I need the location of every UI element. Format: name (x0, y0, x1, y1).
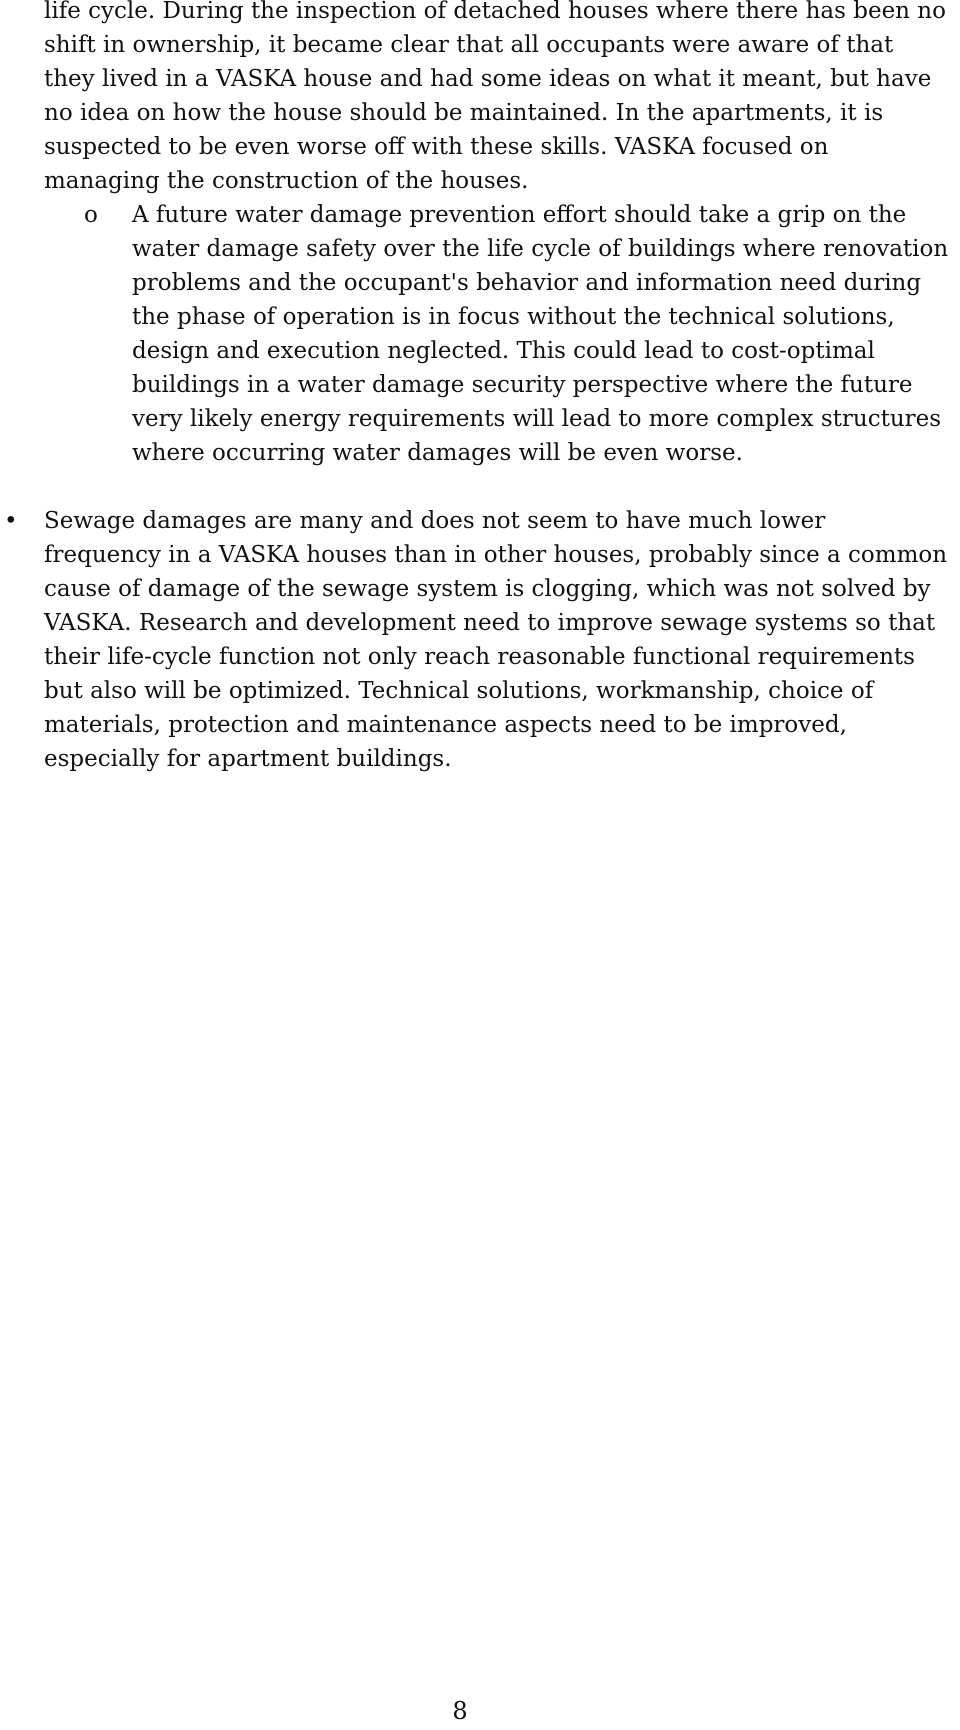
paragraph-life-cycle: life cycle. During the inspection of detached houses where there has been no shift in ownership, it became clear that all occupants were aware of that they lived in a VASKA house and had some ideas on what it meant, but have no idea on how the house should be maintained. In the apartments, it is suspected to be even worse off with these skills. VASKA focused on managing the construction of the houses. (44, 0, 946, 194)
sub-bullet-water-damage-prevention: A future water damage prevention effort should take a grip on the water damage safety over the life cycle of buildings where renovation problems and the occupant's behavior and information need during the phase of operation is in focus without the technical solutions, design and execution neglected. This could lead to cost-optimal buildings in a water damage security perspective where the future very likely energy requirements will lead to more complex structures where occurring water damages will be even worse. (132, 202, 949, 466)
sub-bullet-marker: o (84, 202, 98, 228)
bullet-sewage-damages: Sewage damages are many and does not seem to have much lower frequency in a VASKA houses than in other houses, probably since a common cause of damage of the sewage system is clogging, which was not solved by VASKA. Research and development need to improve sewage systems so that their life-cycle function not only reach reasonable functional requirements but also will be optimized. Technical solutions, workmanship, choice of materials, protection and maintenance aspects need to be improved, especially for apartment buildings. (44, 508, 948, 772)
bullet-marker: • (4, 508, 18, 534)
page-number: 8 (452, 1697, 468, 1725)
